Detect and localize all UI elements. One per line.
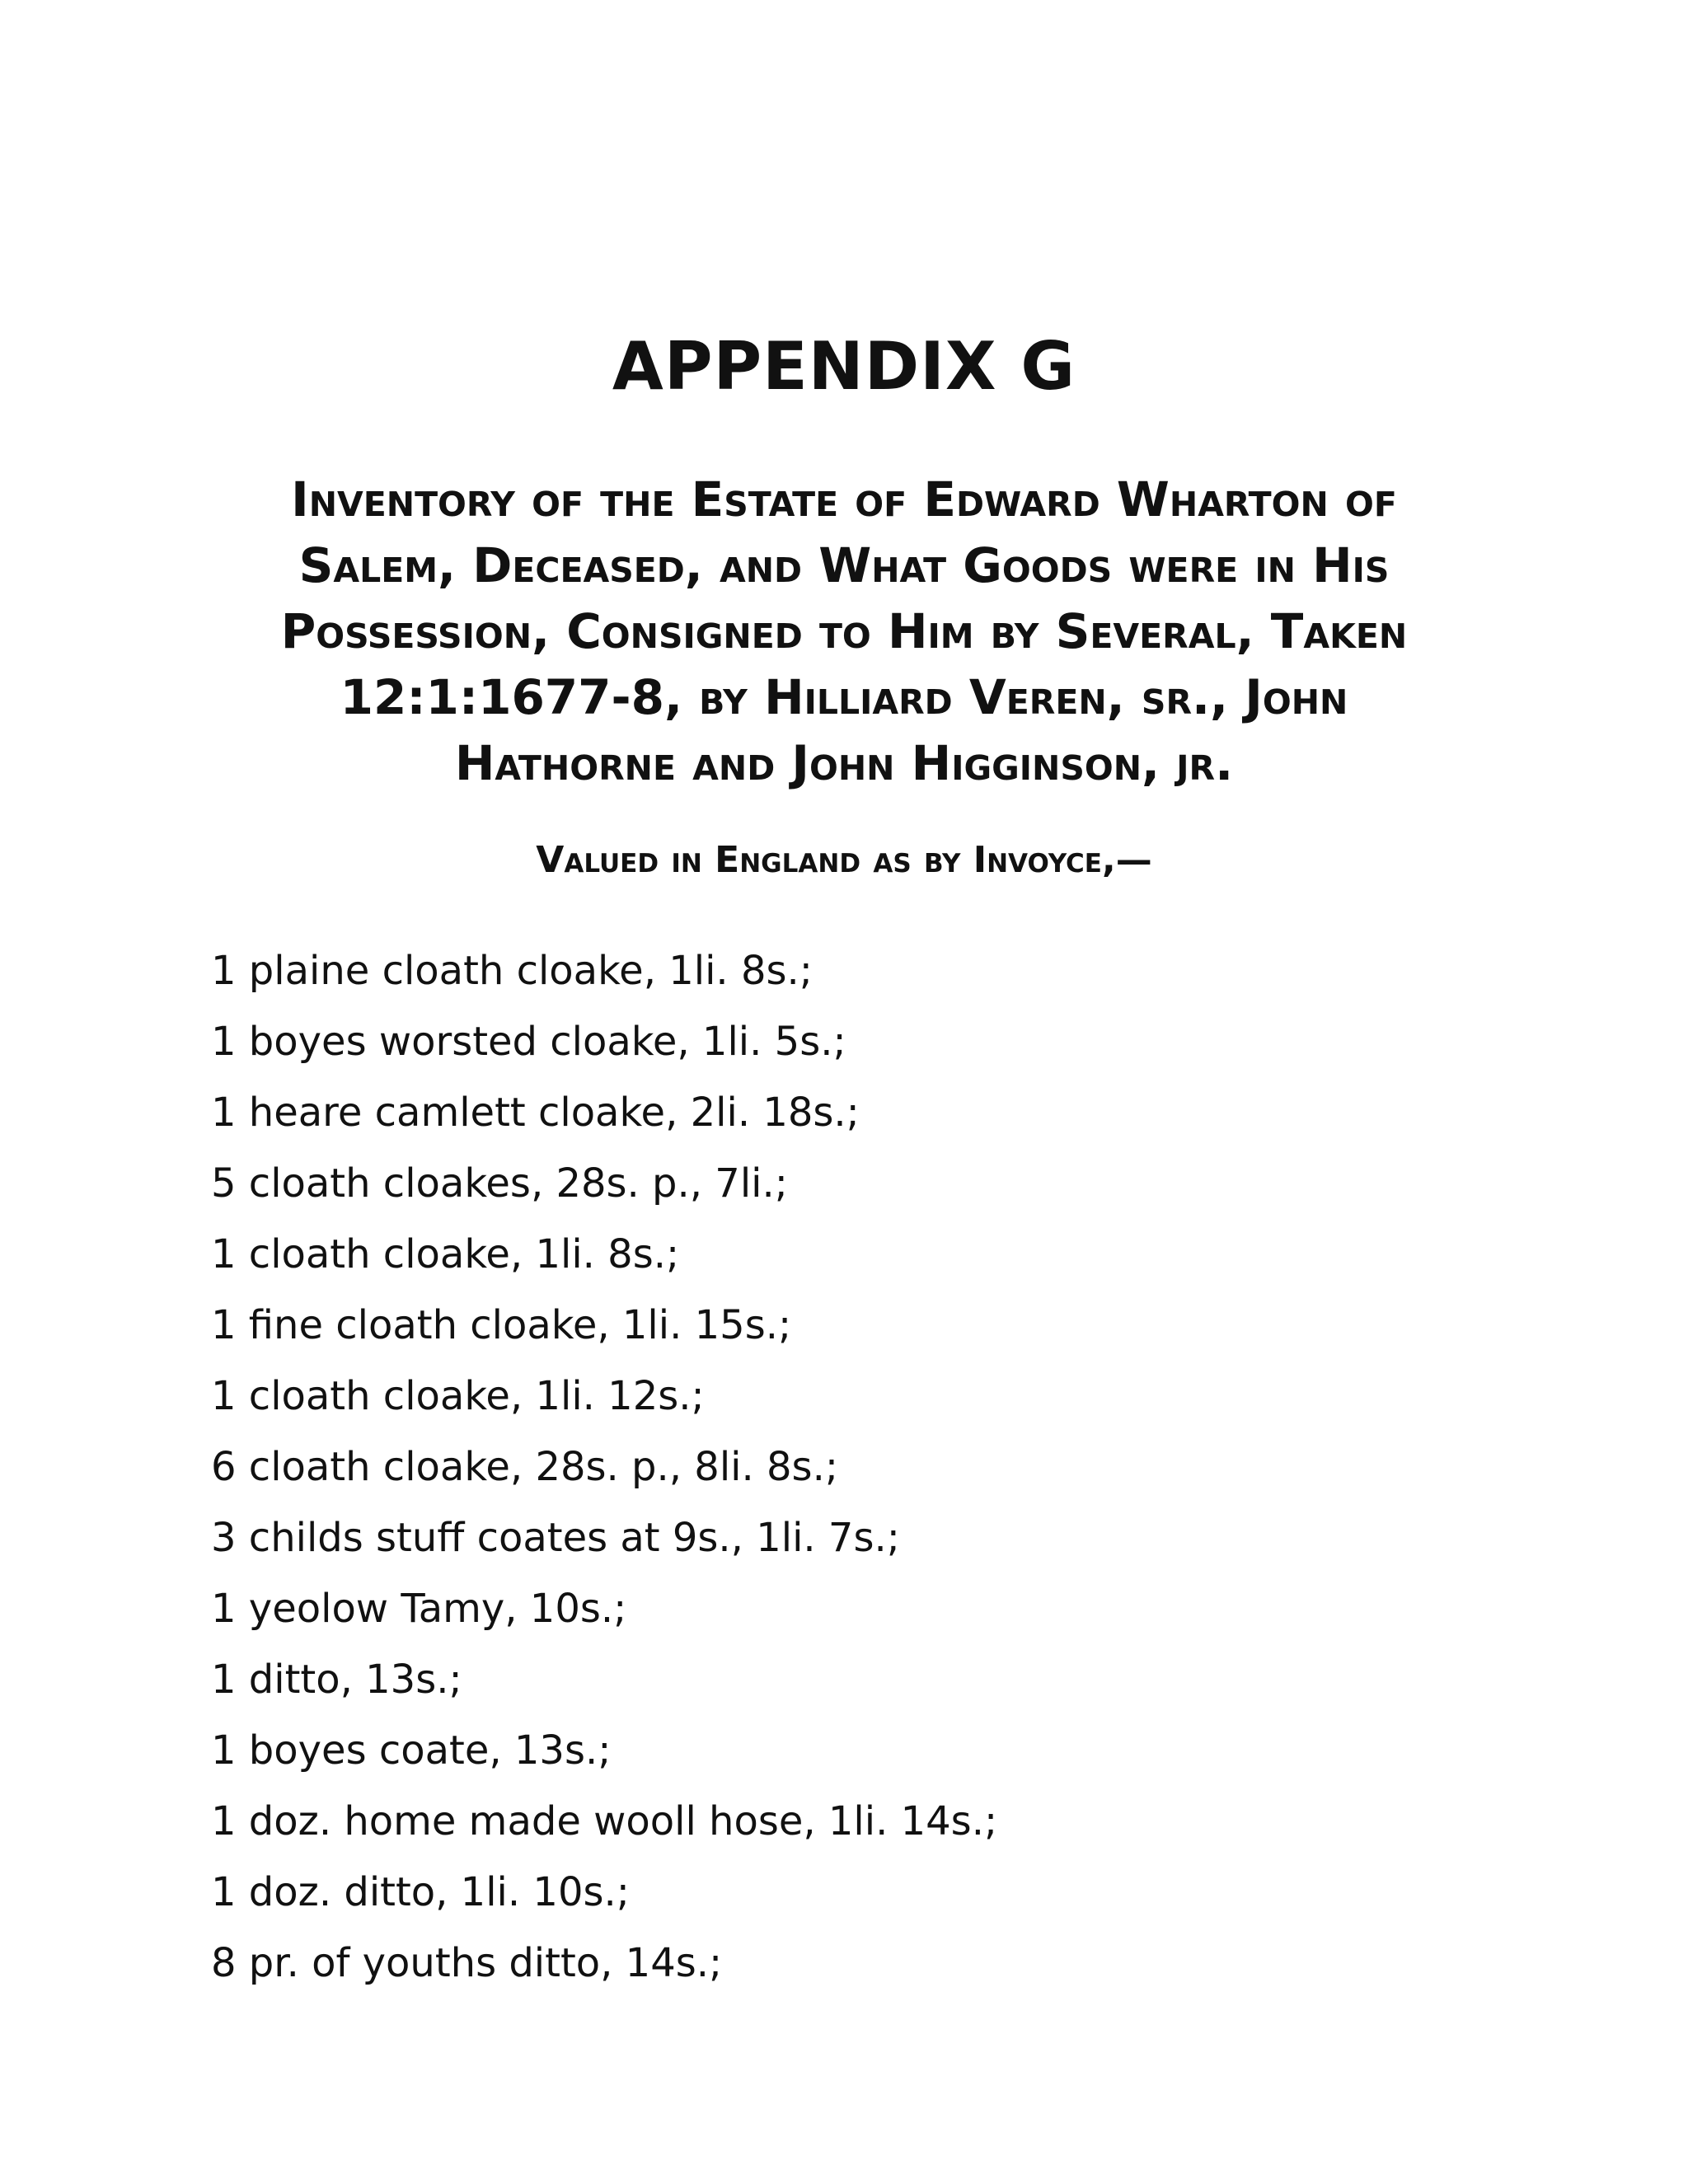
inventory-item: 1 ditto, 13s.; xyxy=(211,1657,462,1703)
inventory-item: 1 yeolow Tamy, 10s.; xyxy=(211,1586,627,1632)
inventory-subtitle: Inventory of the Estate of Edward Wharton of Salem, Deceased, and What Goods were in His Possession, Consigned to Him by Several, Taken 12:1:1677-8, by Hilliard Veren, sr., John Hathorne and John Higginson, jr. xyxy=(280,471,1408,791)
inventory-item: 1 cloath cloake, 1li. 12s.; xyxy=(211,1373,705,1419)
inventory-item: 1 doz. home made wooll hose, 1li. 14s.; xyxy=(211,1798,998,1844)
inventory-item: 1 fine cloath cloake, 1li. 15s.; xyxy=(211,1302,792,1348)
inventory-item: 1 cloath cloake, 1li. 8s.; xyxy=(211,1231,680,1277)
inventory-item: 8 pr. of youths ditto, 14s.; xyxy=(211,1940,723,1986)
inventory-item: 6 cloath cloake, 28s. p., 8li. 8s.; xyxy=(211,1444,838,1490)
section-heading: Valued in England as by Invoyce,— xyxy=(536,839,1152,881)
inventory-list xyxy=(211,935,997,1999)
inventory-item: 1 doz. ditto, 1li. 10s.; xyxy=(211,1869,630,1915)
inventory-item: 5 cloath cloakes, 28s. p., 7li.; xyxy=(211,1160,788,1207)
inventory-item: 1 boyes coate, 13s.; xyxy=(211,1727,612,1774)
inventory-item: 1 heare camlett cloake, 2li. 18s.; xyxy=(211,1090,860,1136)
appendix-title: APPENDIX G xyxy=(612,328,1076,405)
inventory-item: 3 childs stuff coates at 9s., 1li. 7s.; xyxy=(211,1515,900,1561)
inventory-item: 1 boyes worsted cloake, 1li. 5s.; xyxy=(211,1019,846,1065)
inventory-item: 1 plaine cloath cloake, 1li. 8s.; xyxy=(211,948,813,994)
